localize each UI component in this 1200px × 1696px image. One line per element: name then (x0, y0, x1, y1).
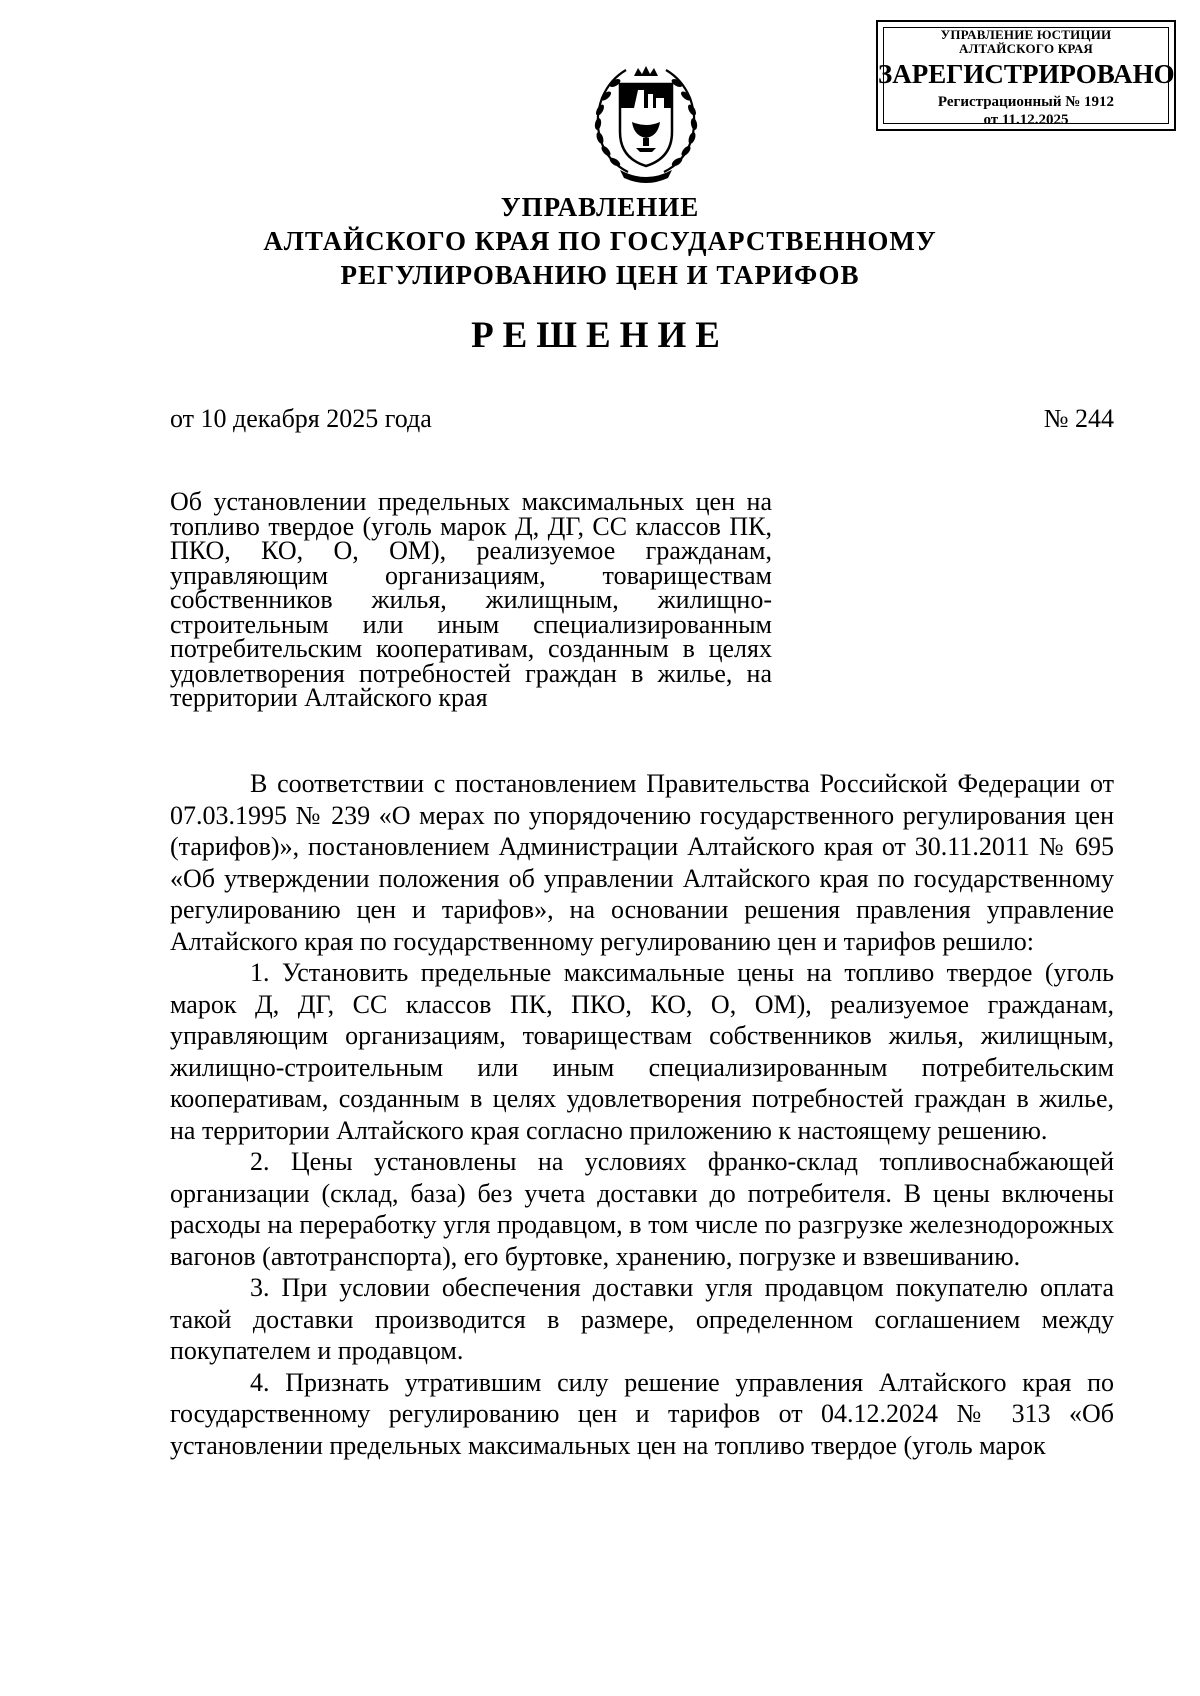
stamp-authority-line2: АЛТАЙСКОГО КРАЯ (959, 41, 1093, 56)
altai-coat-of-arms-icon (586, 62, 706, 184)
stamp-status: ЗАРЕГИСТРИРОВАНО (878, 59, 1175, 89)
heading-line2: АЛТАЙСКОГО КРАЯ ПО ГОСУДАРСТВЕННОМУ (263, 226, 937, 256)
document-date: от 10 декабря 2025 года (170, 404, 432, 433)
document-type: РЕШЕНИЕ (471, 315, 729, 356)
heading-line3: РЕГУЛИРОВАНИЮ ЦЕН И ТАРИФОВ (340, 260, 860, 290)
paragraph-2: 2. Цены установлены на условиях франко-склад топливоснабжающей организации (склад, база) без учета доставки до потребителя. В цены включены расходы на переработку угля продавцом, в том числе по разгрузке железнодорожных вагонов (автотранспорта), его буртовке, хранению, погрузке и взвешиванию. (170, 1147, 1114, 1271)
paragraph-preamble: В соответствии с постановлением Правительства Российской Федерации от 07.03.1995 № 239 «О мерах по упорядочению государственного регулирования цен (тарифов)», постановлением Администрации Алтайского края от 30.11.2011 № 695 «Об утверждении положения об управлении Алтайского края по государственному регулированию цен и тарифов», на основании решения правления управление Алтайского края по государственному регулированию цен и тарифов решило: (170, 769, 1114, 956)
paragraph-1: 1. Установить предельные максимальные цены на топливо твердое (уголь марок Д, ДГ, СС классов ПК, ПКО, КО, О, ОМ), реализуемое гражданам, управляющим организациям, товариществам собственников жилья, жилищным, жилищно-строительным или иным специализированным потребительским кооперативам, созданным в целях удовлетворения потребностей граждан в жилье, на территории Алтайского края согласно приложению к настоящему решению. (170, 958, 1114, 1145)
document-number: № 244 (1043, 404, 1114, 433)
document-body (170, 768, 1114, 1461)
date-line (170, 404, 1114, 434)
paragraph-3: 3. При условии обеспечения доставки угля продавцом покупателю оплата такой доставки производится в размере, определенном соглашением между покупателем и продавцом. (170, 1273, 1114, 1365)
stamp-reg-date: от 11.12.2025 (983, 112, 1069, 128)
paragraph-4: 4. Признать утратившим силу решение управления Алтайского края по государственному регулированию цен и тарифов от 04.12.2024 № 313 «Об установлении предельных максимальных цен на топливо твердое (уголь марок (170, 1367, 1114, 1460)
issuing-authority (250, 190, 950, 292)
stamp-authority (878, 28, 1174, 56)
registration-stamp (876, 20, 1176, 131)
heading-line1: УПРАВЛЕНИЕ (500, 192, 700, 222)
stamp-authority-line1: УПРАВЛЕНИЕ ЮСТИЦИИ (940, 27, 1112, 42)
document-subject: Об установлении предельных максимальных цен на топливо твердое (уголь марок Д, ДГ, СС классов ПК, ПКО, КО, О, ОМ), реализуемое гражданам, управляющим организациям, товариществам собственников жилья, жилищным, жилищно-строительным или иным специализированным потребительским кооперативам, созданным в целях удовлетворения потребностей граждан в жилье, на территории Алтайского края (170, 487, 772, 712)
stamp-reg-number: Регистрационный № 1912 (937, 94, 1115, 110)
